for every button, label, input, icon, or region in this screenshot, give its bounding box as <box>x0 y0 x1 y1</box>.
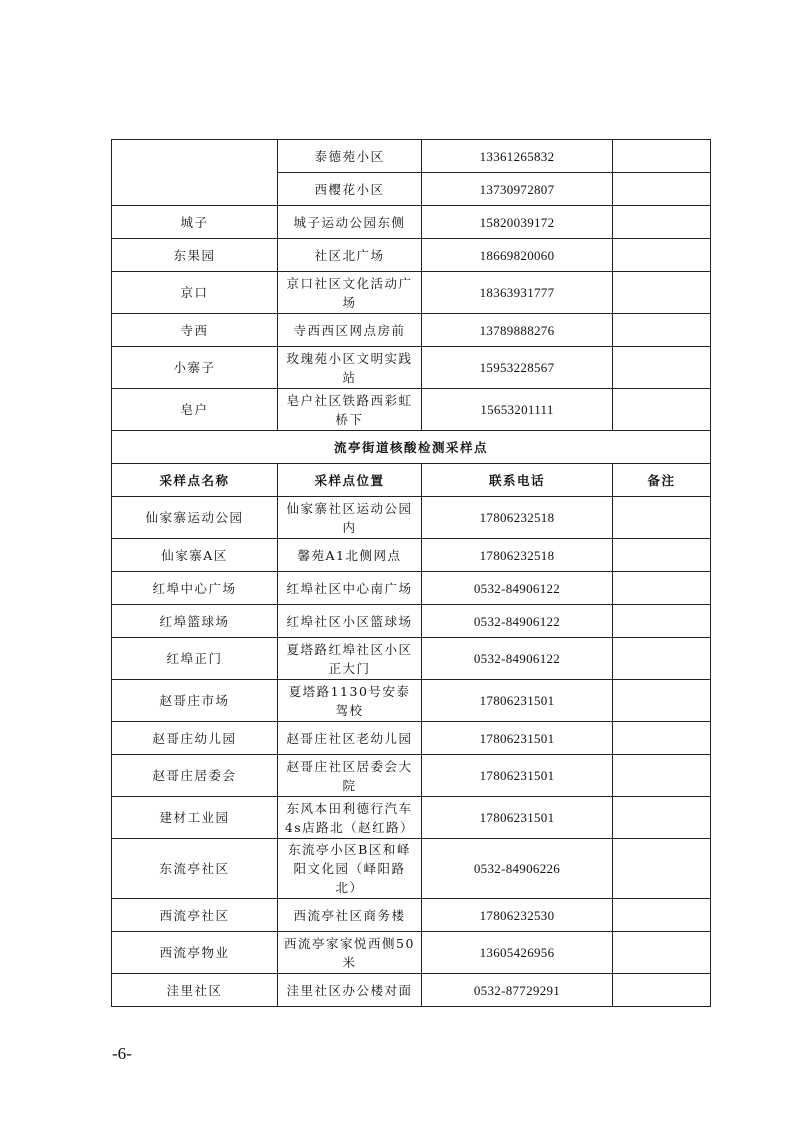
header-location: 采样点位置 <box>278 464 422 497</box>
table-row <box>112 605 711 638</box>
table-row <box>112 755 711 797</box>
table-row <box>112 899 711 932</box>
table-row <box>112 722 711 755</box>
phone-cell: 0532-84906122 <box>422 605 613 638</box>
table-row <box>112 272 711 314</box>
phone-cell: 17806232530 <box>422 899 613 932</box>
note-cell <box>613 347 711 389</box>
table-row <box>112 539 711 572</box>
note-cell <box>613 839 711 899</box>
location-cell: 社区北广场 <box>278 239 422 272</box>
location-cell: 红埠社区小区篮球场 <box>278 605 422 638</box>
location-cell: 城子运动公园东侧 <box>278 206 422 239</box>
place-cell: 城子 <box>112 206 278 239</box>
note-cell <box>613 206 711 239</box>
table-row <box>112 347 711 389</box>
location-cell: 红埠社区中心南广场 <box>278 572 422 605</box>
phone-cell: 0532-84906226 <box>422 839 613 899</box>
section-title-row <box>112 431 711 464</box>
name-cell: 红埠中心广场 <box>112 572 278 605</box>
location-cell: 西樱花小区 <box>278 173 422 206</box>
phone-cell: 13789888276 <box>422 314 613 347</box>
name-cell: 西流亭物业 <box>112 932 278 974</box>
name-cell: 洼里社区 <box>112 974 278 1007</box>
name-cell: 赵哥庄幼儿园 <box>112 722 278 755</box>
name-cell: 红埠正门 <box>112 638 278 680</box>
phone-cell: 17806232518 <box>422 539 613 572</box>
phone-cell: 17806231501 <box>422 797 613 839</box>
name-cell: 红埠篮球场 <box>112 605 278 638</box>
header-name: 采样点名称 <box>112 464 278 497</box>
note-cell <box>613 722 711 755</box>
table-row <box>112 140 711 173</box>
name-cell: 建材工业园 <box>112 797 278 839</box>
phone-cell: 13361265832 <box>422 140 613 173</box>
phone-cell: 18363931777 <box>422 272 613 314</box>
note-cell <box>613 899 711 932</box>
location-cell: 西流亭家家悦西侧50米 <box>278 932 422 974</box>
location-cell: 东流亭小区B区和峄阳文化园（峄阳路北） <box>278 839 422 899</box>
table-row <box>112 638 711 680</box>
location-cell: 京口社区文化活动广场 <box>278 272 422 314</box>
note-cell <box>613 974 711 1007</box>
location-cell: 寺西西区网点房前 <box>278 314 422 347</box>
header-row <box>112 464 711 497</box>
phone-cell: 13730972807 <box>422 173 613 206</box>
location-cell: 赵哥庄社区老幼儿园 <box>278 722 422 755</box>
note-cell <box>613 680 711 722</box>
table-row <box>112 797 711 839</box>
location-cell: 赵哥庄社区居委会大院 <box>278 755 422 797</box>
name-cell: 仙家寨运动公园 <box>112 497 278 539</box>
place-cell <box>112 140 278 206</box>
location-cell: 西流亭社区商务楼 <box>278 899 422 932</box>
phone-cell: 0532-87729291 <box>422 974 613 1007</box>
note-cell <box>613 272 711 314</box>
location-cell: 馨苑A1北侧网点 <box>278 539 422 572</box>
name-cell: 东流亭社区 <box>112 839 278 899</box>
location-cell: 玫瑰苑小区文明实践站 <box>278 347 422 389</box>
location-cell: 夏塔路红埠社区小区正大门 <box>278 638 422 680</box>
note-cell <box>613 932 711 974</box>
location-cell: 洼里社区办公楼对面 <box>278 974 422 1007</box>
place-cell: 小寨子 <box>112 347 278 389</box>
phone-cell: 13605426956 <box>422 932 613 974</box>
phone-cell: 15953228567 <box>422 347 613 389</box>
location-cell: 东风本田利德行汽车4s店路北（赵红路） <box>278 797 422 839</box>
page-number: -6- <box>112 1044 132 1063</box>
note-cell <box>613 572 711 605</box>
note-cell <box>613 539 711 572</box>
place-cell: 皂户 <box>112 389 278 431</box>
phone-cell: 15820039172 <box>422 206 613 239</box>
note-cell <box>613 797 711 839</box>
phone-cell: 17806231501 <box>422 680 613 722</box>
note-cell <box>613 605 711 638</box>
note-cell <box>613 314 711 347</box>
phone-cell: 17806231501 <box>422 722 613 755</box>
place-cell: 东果园 <box>112 239 278 272</box>
name-cell: 西流亭社区 <box>112 899 278 932</box>
note-cell <box>613 140 711 173</box>
table-row <box>112 239 711 272</box>
header-phone: 联系电话 <box>422 464 613 497</box>
section-title: 流亭街道核酸检测采样点 <box>112 431 711 464</box>
sampling-points-table <box>111 139 711 1007</box>
table-row <box>112 974 711 1007</box>
table-row <box>112 497 711 539</box>
phone-cell: 17806232518 <box>422 497 613 539</box>
table-row <box>112 572 711 605</box>
phone-cell: 15653201111 <box>422 389 613 431</box>
note-cell <box>613 239 711 272</box>
table-row <box>112 314 711 347</box>
phone-cell: 18669820060 <box>422 239 613 272</box>
note-cell <box>613 638 711 680</box>
table-row <box>112 389 711 431</box>
table-row <box>112 932 711 974</box>
table-row <box>112 680 711 722</box>
location-cell: 皂户社区铁路西彩虹桥下 <box>278 389 422 431</box>
table-row <box>112 206 711 239</box>
place-cell: 寺西 <box>112 314 278 347</box>
place-cell: 京口 <box>112 272 278 314</box>
phone-cell: 0532-84906122 <box>422 572 613 605</box>
note-cell <box>613 173 711 206</box>
phone-cell: 0532-84906122 <box>422 638 613 680</box>
table-row <box>112 839 711 899</box>
note-cell <box>613 755 711 797</box>
location-cell: 泰德苑小区 <box>278 140 422 173</box>
note-cell <box>613 497 711 539</box>
header-note: 备注 <box>613 464 711 497</box>
location-cell: 夏塔路1130号安泰驾校 <box>278 680 422 722</box>
name-cell: 赵哥庄市场 <box>112 680 278 722</box>
location-cell: 仙家寨社区运动公园内 <box>278 497 422 539</box>
phone-cell: 17806231501 <box>422 755 613 797</box>
name-cell: 仙家寨A区 <box>112 539 278 572</box>
name-cell: 赵哥庄居委会 <box>112 755 278 797</box>
note-cell <box>613 389 711 431</box>
